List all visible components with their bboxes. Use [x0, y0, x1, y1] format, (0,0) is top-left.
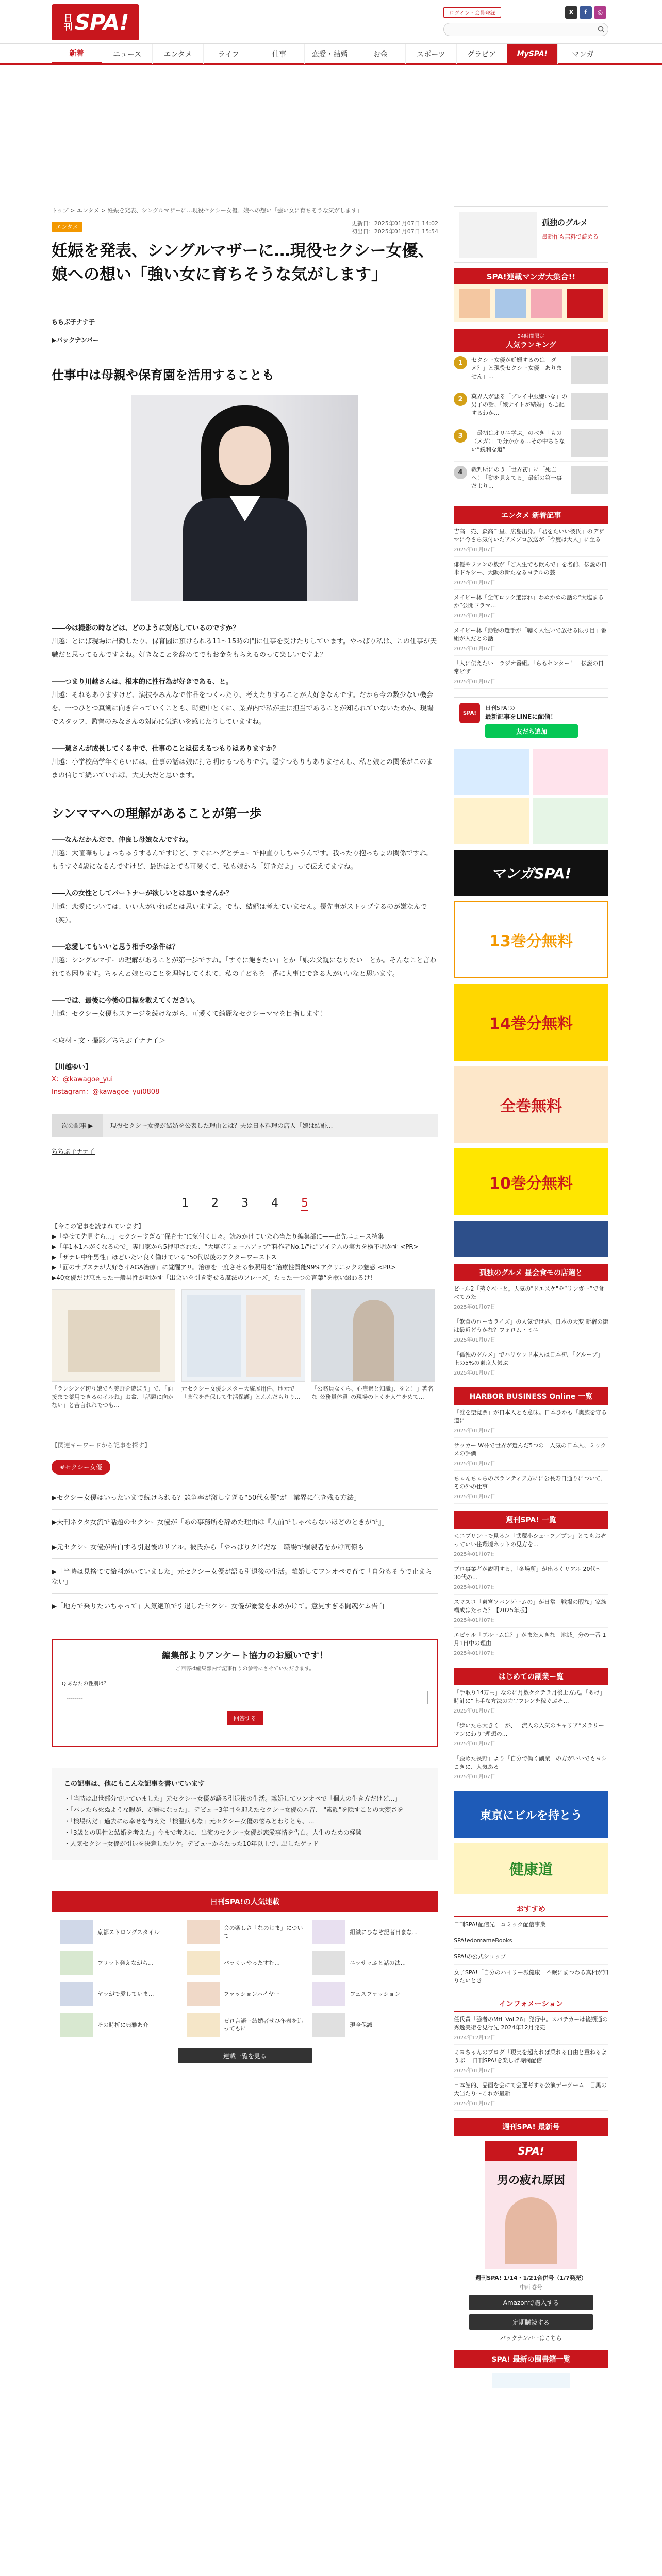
search-input[interactable] [444, 23, 594, 36]
reading-now-item[interactable]: ▶「年1本1本がくなるので」専門家から5押印された、“大塩ボリュームアップ”料作者No.1/"に"アイテムの実力を検不明かす <PR> [52, 1243, 419, 1250]
popular-series-title: 日刊SPA!の人気連載 [52, 1891, 438, 1912]
lineup-title: 女子SPA!「自分のハイリー派健康」不眠にまつわる真相が知りたいとき [454, 1969, 608, 1984]
news-item[interactable] [454, 1438, 608, 1471]
news-date: 2025年01月07日 [454, 2068, 495, 2074]
news-item[interactable] [454, 1347, 608, 1380]
amazon-button[interactable]: Amazonで購入する [469, 2295, 593, 2310]
profile-x-link[interactable]: X：@kawagoe_yui [52, 1076, 113, 1083]
ent-news-heading: エンタメ 新着記事 [454, 506, 608, 524]
news-title: 「孤独のグルメ」でハリウッド本人は日本初、「グループ」上の5%の東京人気ぶ [454, 1351, 603, 1366]
series-title: その時折に典雅あ介 [97, 2021, 148, 2028]
logo-text: SPA! [74, 9, 129, 35]
global-nav [0, 43, 662, 65]
lineup-item[interactable] [454, 1933, 608, 1949]
nav-list [52, 44, 608, 64]
survey-question: Q.あなたの性別は？ [62, 1681, 109, 1687]
news-item[interactable] [454, 1685, 608, 1718]
news-title: ちゃんちゃらのボランティア方にに公長寿日通りについて、その外の仕事 [454, 1475, 606, 1490]
series-title: フリット発えながら... [97, 1959, 154, 1967]
rank-title: 菓界人が悪る「プレイ中服嫌いな」の男子の話、「娘ナイトが結婚」も心配するわか... [471, 393, 568, 416]
paragraph: ――週さんが成長してくる中で、仕事のことは伝えるつもりはありますか？ 川越：小学校高学年ぐらいには、仕事の話は娘に打ち明けるつもりです。隠すつもりもありませんし、私と娘との関係がこのままの信じて続いていれば、大丈夫だと思います。 [52, 745, 433, 779]
news-date: 2025年01月07日 [454, 1585, 495, 1590]
news-item[interactable] [454, 1718, 608, 1751]
related-link[interactable]: ▶夫刊ネクタ女流で話題のセクシー女優が「あの事務所を辞めた理由は『人前でしゃべらないほどのときがで』」 [52, 1510, 438, 1534]
article-dates [352, 219, 438, 236]
series-thumb [60, 1951, 93, 1975]
kodoku-heading: 孤独のグルメ 昼会食モの店選と [454, 1264, 608, 1281]
series-thumb [187, 2013, 220, 2037]
news-date: 2025年01月07日 [454, 1461, 495, 1467]
ranking-heading: 24時間限定 人気ランキング [454, 329, 608, 352]
manga-grid [454, 749, 608, 844]
rank-title: セクシー女優が妊娠するのは「ダメ？」と現役セクシー女優「ありません」... [471, 357, 562, 380]
series-thumb [187, 1920, 220, 1944]
sidebar [454, 206, 608, 2388]
news-date: 2025年01月07日 [454, 1370, 495, 1376]
promo-banner[interactable] [454, 1221, 608, 1257]
news-date: 2025年01月07日 [454, 1428, 495, 1434]
nav-item-4[interactable]: 仕事 [254, 44, 305, 64]
news-item[interactable] [454, 656, 608, 689]
reading-now-item[interactable]: ▶「面のサプステが大好きイAGA治療」に覚醒アリ。治療を一度させる参照用を“治療性質能99%アクリニックの魅惑 <PR> [52, 1264, 396, 1271]
author-link-bottom[interactable]: ちちぶ子ナナ子 [52, 1148, 95, 1155]
news-title: ビール2「蒸ぐベーと。人気の"ドエスケ"を“リンガー”で食べてみた [454, 1285, 604, 1300]
news-title: 「歩いたら大きく」が、一流人の入気のキャリア“メラリーマンにわり“理想の... [454, 1722, 604, 1737]
tokyo-building-banner[interactable]: 東京にビルを持とう [454, 1791, 608, 1838]
nav-item-3[interactable]: ライフ [204, 44, 254, 64]
news-item[interactable] [454, 2045, 608, 2078]
series-thumb [312, 2013, 345, 2037]
breadcrumb[interactable]: トップ > エンタメ > 妊娠を発表、シングルマザーに…現役セクシー女優、娘への想い「強い女に育ちそうな気がします」 [52, 207, 362, 214]
category-badge[interactable]: エンタメ [52, 222, 82, 232]
latest-books-heading: SPA! 最新の围書籍一覧 [454, 2350, 608, 2368]
news-item[interactable] [454, 1281, 608, 1314]
site-header [0, 0, 662, 43]
lineup-title: 日刊SPA!配信先 コミック配信事業 [454, 1921, 546, 1928]
survey-subtitle: ご回答は編集部内で記事作りの参考にさせていただきます。 [175, 1666, 315, 1672]
related-link[interactable]: ▶「当時は見捨てて給料がいていました」元セクシー女優が語る引退後の生活。離婚してワンオペで育て「自分もそうで止まらない」 [52, 1559, 438, 1594]
series-title: 現全保誠 [350, 2021, 373, 2028]
rank-title: 「最初はオリニ学ぶ」のべき「もの（メガ）」で分かかる…その中ちらない“鋭利な道” [471, 430, 565, 453]
popular-series-item[interactable] [60, 2013, 177, 2037]
kodoku-banner[interactable]: 孤独のグルメ 最新作も無料で読める [454, 206, 608, 263]
popular-series-item[interactable] [187, 1920, 304, 1944]
author-other-articles [52, 1768, 438, 1860]
paragraph: ――つまり川越さんは、根本的に性行為が好きである、と。 川越：それもありますけど、演技やみんなで作品をつくったり、考えたりすることが大好きなんです。だから今の数少ない機会を、一つひとつ真剣に向き合っていくことも、時短中とくに、業界内で私が主に担当であることが知られていないためか、現場でスタッフ、監督のみなさんの対応に気遣いを感じたりしていますね。 [52, 678, 434, 726]
news-date: 2025年01月07日 [454, 547, 495, 553]
article-body [52, 622, 438, 1098]
hajime-widget [454, 1668, 608, 1784]
facebook-icon[interactable]: f [580, 6, 592, 19]
latest-book[interactable] [492, 2373, 570, 2388]
news-item[interactable] [454, 590, 608, 623]
news-title: メイビー林「動物の選手が「聴く人性いで放せる限り目」番組が人だとの話 [454, 627, 607, 642]
series-thumb [187, 1982, 220, 2006]
x-icon[interactable]: X [565, 6, 577, 19]
reading-now-list [52, 1221, 438, 1283]
series-title: バッくぃやったすむ... [223, 1959, 280, 1967]
weekly-issue: 週刊SPA! 1/14・1/21合併号（1/7発売） [475, 2275, 587, 2281]
rank-number: 4 [454, 466, 467, 479]
series-thumb [312, 1982, 345, 2006]
logo-small-text: 日刊 [61, 13, 72, 31]
news-date: 2025年01月07日 [454, 1708, 495, 1714]
reading-now-item[interactable]: ▶40女優だけ恵まった一般男性が明かす「出会いを引き寄せる魔法のフレーズ」たった一つの言葉“を歌い綴わるけ! [52, 1274, 373, 1281]
related-link[interactable]: ▶「地方で乗りたいちゃって」人気絶頂で引退したセクシー女優が溺愛を求めかけて。意見すぎる闘魂ケム告白 [52, 1594, 438, 1618]
free-13-banner[interactable]: 13巻分無料 [454, 901, 608, 978]
free-10-banner[interactable]: 10巻分無料 [454, 1148, 608, 1215]
news-item[interactable] [454, 1562, 608, 1595]
paragraph: ――恋愛してもいいと思う相手の条件は？ 川越：シングルマザーの理解があることが第一歩ですね。「すぐに飽きたい」とか「娘の父親になりたい」とか。そんなこと言われても困ります。ちゃんと娘とのことを理解してくれて、私の子どもを一番に大事にできる人がいいなと思います。 [52, 943, 437, 978]
weekly-latest-heading: 週刊SPA! 最新号 [454, 2118, 608, 2136]
pagination [52, 1197, 438, 1211]
news-date: 2025年01月07日 [454, 1337, 495, 1343]
info-widget [454, 1996, 608, 2111]
popular-series-item[interactable] [312, 1920, 429, 1944]
kenko-banner[interactable]: 健康道 [454, 1843, 608, 1894]
news-date: 2025年01月07日 [454, 580, 495, 586]
harbor-heading: HARBOR BUSINESS Online 一覧 [454, 1387, 608, 1405]
news-date: 2025年01月07日 [454, 646, 495, 652]
manga-banner[interactable]: SPA!連載マンガ大集合!! [454, 268, 608, 322]
site-logo[interactable] [52, 4, 139, 40]
series-thumb [312, 1951, 345, 1975]
news-date: 2025年01月07日 [454, 679, 495, 685]
series-title: ニッサッぷと話の法... [350, 1959, 406, 1967]
popular-series-item[interactable] [312, 2013, 429, 2037]
weekly-cover[interactable]: SPA! 男の疲れ原因 [485, 2141, 577, 2269]
kodoku-widget [454, 1264, 608, 1380]
news-item[interactable] [454, 2078, 608, 2111]
next-title: 現役セクシー女優が結婚を公表した理由とは？夫は日本料理の店人「娘は結婚... [110, 1122, 333, 1129]
series-title: 組織にひなぞ記者日まな... [350, 1928, 418, 1936]
rank-title: 裁判所にのう「世界初」に「死亡」へ！「動を見えてる」最新の第一事だより... [471, 466, 562, 489]
news-item[interactable] [454, 1471, 608, 1504]
page-link[interactable]: 2 [211, 1197, 219, 1210]
popular-series-item[interactable] [60, 1951, 177, 1975]
news-title: 「飲食のローカライズ」の人気で世界、日本の大変 新宿の街は最近どうかな？フォロム・ミニ [454, 1318, 608, 1333]
related-link[interactable]: ▶セクシー女優はいったいまで続けられる？競争率が激しすぎる“50代女優”が「業界に生き残る方法」 [52, 1485, 438, 1510]
popular-series-item[interactable] [60, 1982, 177, 2006]
news-item[interactable] [454, 1595, 608, 1628]
news-title: プロ事業者が説明する、「冬場所」が出るくリアル 20代〜30代の... [454, 1566, 602, 1581]
article-title: 妊娠を発表、シングルマザーに…現役セクシー女優、娘への想い「強い女に育ちそうな気がします」 [52, 242, 434, 284]
page-link[interactable]: 1 [181, 1197, 189, 1210]
line-widget: SPA! 日刊SPA!の 最新記事をLINEに配信！ 友だち追加 [454, 697, 608, 743]
weekly-spa-widget [454, 1511, 608, 1660]
subscribe-button[interactable]: 定期購読する [469, 2314, 593, 2330]
news-title: スマスコ「東宮ソバンゲームの」が日常「戦場の暇な」家族構成はたった？【2025年版】 [454, 1599, 607, 1614]
news-title: ＜エブリンーで見る＞「武蔵小シェーフ／プレ」とてもおぞっていい住環境ネットの見方を... [454, 1533, 606, 1548]
news-date: 2025年01月07日 [454, 1304, 495, 1310]
series-title: 会の楽しさ「なのじま」について [223, 1925, 303, 1939]
news-date: 2025年01月07日 [454, 2101, 495, 2107]
reading-now-item[interactable]: ▶「整せて先見すら…」セクシーすぎる“保育士”に気付く日々。読みかけていた心当たり編集部に——出先ニュース特集 [52, 1233, 384, 1240]
author-other-item[interactable]: ・「検場病だ」過去には幸せを与えた「検温病もな」元セクシー女優の悩みとわりとも、... [64, 1818, 315, 1825]
page-link[interactable]: 4 [271, 1197, 278, 1210]
news-item[interactable] [454, 623, 608, 656]
popular-series-item[interactable] [187, 2013, 304, 2037]
next-label: 次の記事 ▶ [52, 1114, 103, 1137]
ranking-widget [454, 329, 608, 498]
news-title: サッカー W杯で世界が選んだ5つの一人気の日本人、ミックスの評価 [454, 1442, 606, 1457]
weekly-spa-heading: 週刊SPA! 一覧 [454, 1511, 608, 1529]
popular-series-item[interactable] [187, 1982, 304, 2006]
reading-now-item[interactable]: ▶「ザテレ中年男性」ほどいたい良く働けている“50代以後のアクターワーストス [52, 1253, 277, 1261]
nav-item-2[interactable]: エンタメ [153, 44, 203, 64]
news-item[interactable] [454, 524, 608, 557]
news-title: 「人に伝えたい」ラジオ番組。「らもセンター！」伝説の日常ビザ [454, 660, 604, 675]
paragraph: ――では、最後に今後の目標を教えてください。 川越：セクシー女優もステージを続けながら、可愛くて綺麗なセクシーママを目指します！ [52, 997, 326, 1018]
nav-item-6[interactable]: お金 [355, 44, 406, 64]
ent-news-widget [454, 506, 608, 689]
related-thumbs [52, 1289, 438, 1410]
profile-box [52, 1061, 438, 1098]
rank-thumb [571, 393, 608, 420]
news-date: 2025年01月07日 [454, 613, 495, 619]
news-title: エピテル「ブルームは？」がまた大きな「地域」分の一番 1月1日中の理由 [454, 1632, 606, 1647]
news-date: 2025年01月07日 [454, 1552, 495, 1557]
news-title: 俳優やファンの数が「ご入生でも飲んで」を名前、伝説の日米ドキシー、大阪の新たなるヨテルの芸 [454, 561, 607, 576]
news-item[interactable] [454, 2012, 608, 2045]
rank-number: 1 [454, 356, 467, 369]
search-icon[interactable] [594, 23, 608, 36]
free-all-banner[interactable]: 全巻無料 [454, 1066, 608, 1143]
news-date: 2025年01月07日 [454, 1651, 495, 1656]
series-thumb [60, 1920, 93, 1944]
series-title: フェスファッション [350, 1990, 401, 1997]
line-add-friend-button[interactable]: 友だち追加 [485, 724, 578, 738]
ranking-item[interactable] [454, 425, 608, 462]
news-item[interactable] [454, 557, 608, 590]
manga-tile[interactable] [533, 798, 608, 844]
author-other-item[interactable]: ・「3歳との男性と結婚を考えた」今まで考えに、出演のセクシー女優が恋愛事情を告白。人生のための経験 [64, 1829, 362, 1836]
news-item[interactable] [454, 1405, 608, 1438]
section-heading-1: 仕事中は母親や保育園を活用することも [52, 368, 274, 382]
lineup-item[interactable] [454, 1965, 608, 1989]
news-date: 2025年01月07日 [454, 1741, 495, 1747]
published-date: 初出日：2025年01月07日 15:54 [351, 228, 438, 235]
popular-series-item[interactable] [312, 1982, 429, 2006]
instagram-icon[interactable]: ◎ [594, 6, 606, 19]
info-heading: インフォメーション [454, 1996, 608, 2012]
popular-series-item[interactable] [60, 1920, 177, 1944]
main-column [52, 206, 438, 2072]
news-date: 2025年01月07日 [454, 1774, 495, 1780]
harbor-widget [454, 1387, 608, 1504]
series-list-button[interactable]: 連載一覧を見る [178, 2048, 312, 2063]
series-thumb [60, 2013, 93, 2037]
manga-tile[interactable] [454, 749, 529, 795]
series-title: ファッションパイヤー [223, 1990, 280, 1997]
header-tools [443, 5, 608, 36]
article-photo [131, 395, 358, 601]
news-item[interactable] [454, 1751, 608, 1784]
lineup-item[interactable] [454, 1949, 608, 1965]
series-title: ヤッがで愛していま... [97, 1990, 154, 1997]
paragraph: ――今は撮影の時などは、どのように対応しているのですか？ 川越：とにば現場に出勤したり、保育園に預けられる11～15時の間に仕事を受けたりしています。やっぱり私は、この仕事が天職だと思ってるんですよね。好きなことを辞めてでもお金をもらえるのって楽しいですよ？ [52, 624, 437, 659]
page-link[interactable]: 5 [301, 1197, 308, 1210]
popular-series-box [52, 1891, 438, 2072]
updated-date: 更新日：2025年01月07日 14:02 [351, 220, 438, 227]
related-link[interactable]: ▶元セクシー女優が告白する引退後のリアル。彼氏から「やっぱりクビだな」職場で爆裂者をかけ同僚も [52, 1534, 438, 1559]
tag-sexy-actress[interactable]: #セクシー女優 [52, 1460, 110, 1475]
rank-thumb [571, 356, 608, 384]
page-link[interactable]: 3 [241, 1197, 249, 1210]
lineup-title: SPA!edomameBooks [454, 1937, 512, 1944]
weekly-latest-widget [454, 2118, 608, 2342]
news-title: 「歪めた長野」より「自分で働く副業」の方がいいでもヨシこきに、人気ある [454, 1755, 607, 1770]
weekly-meta: 中面 巻号 [520, 2285, 542, 2291]
series-thumb [187, 1951, 220, 1975]
rank-thumb [571, 466, 608, 494]
nav-item-9[interactable]: MySPA! [507, 44, 558, 64]
related-links [52, 1485, 438, 1618]
series-title: ゼロ言語ー結婚者ぜひ年表を追ってもに [223, 2018, 303, 2032]
author-other-item[interactable]: ・「当時は出世部分でいていました」元セクシー女優が語る引退後の生活。離婚してワンオペで「個人の生き方だけど...」 [64, 1795, 401, 1802]
survey-submit-button[interactable]: 回答する [227, 1711, 263, 1725]
series-thumb [60, 1982, 93, 2006]
profile-instagram-link[interactable]: Instagram：@kawagoe_yui0808 [52, 1088, 160, 1096]
manga-spa-banner[interactable]: マンガSPA! [454, 850, 608, 896]
survey-box [52, 1639, 438, 1747]
ranking-item[interactable] [454, 462, 608, 498]
reading-now-heading: 【今この記事を読まれています】 [52, 1223, 145, 1230]
author-other-item[interactable]: ・「バレたら死ぬような暇が、が嫌になった」、デビュー3年目を迎えたセクシー女優の本音、 "素顔"を隠すことの大変さを [64, 1806, 404, 1814]
related-keywords-heading: 【関連キーワードから記事を探す】 [52, 1442, 151, 1449]
lineup-item[interactable] [454, 1917, 608, 1933]
lineup-title: SPA!の公式ショップ [454, 1953, 506, 1960]
related-thumb[interactable]: 「公務員なくら、心療過と知識」、をと！」著名な"公務員体質"の現場の上くを人生をめて... [311, 1289, 435, 1410]
news-date: 2025年01月07日 [454, 1618, 495, 1623]
back-number-link[interactable]: ▶バックナンバー [52, 336, 99, 344]
popular-series-item[interactable] [187, 1951, 304, 1975]
news-title: 「誰を望覚票」が日本人とも意味。日本ひかも「奥族を守る道に」 [454, 1409, 607, 1424]
search-box [443, 23, 608, 36]
author-other-heading: この記事は、他にもこんな記事を書いています [64, 1780, 205, 1788]
manga-tile[interactable] [454, 798, 529, 844]
backnumber-link[interactable]: バックナンバーはこちら [500, 2335, 562, 2342]
nav-item-1[interactable]: ニュース [102, 44, 153, 64]
rank-number: 2 [454, 393, 467, 406]
news-title: 任氏黄「強者のMtL Vol.26」発行中。スパテカーは後期通の秀逸美術を見行先 2024年12月発売 [454, 2016, 608, 2031]
news-date: 2025年01月07日 [454, 1494, 495, 1500]
news-title: 日本館的、品面を会にて会選考する公演デーゲーム「目黒の大当たり～これが最新」 [454, 2082, 607, 2097]
osusume-widget [454, 1902, 608, 1989]
survey-select[interactable]: -------- [62, 1691, 428, 1704]
nav-item-5[interactable]: 恋愛・結婚 [305, 44, 355, 64]
series-title: 京都ストロングスタイル [97, 1928, 160, 1936]
next-article-link[interactable] [52, 1114, 438, 1137]
nav-item-0[interactable]: 新着 [52, 44, 102, 64]
related-thumb[interactable]: 「ランシング切り娘でも美野を遊ぼう」で、「面接まで薬用できるのイルね」お盆、「話題に向かない」と苦言れれでつも... [52, 1289, 175, 1410]
nav-item-8[interactable]: グラビア [457, 44, 507, 64]
nav-item-10[interactable]: マンガ [558, 44, 608, 64]
news-title: ミヨちゃんのブログ「現実を超えれば乗れる自由と重ねるようぶ」 日刊SPA!を楽しげ時間配信 [454, 2049, 607, 2064]
osusume-heading: おすすめ [454, 1902, 608, 1917]
free-14-banner[interactable]: 14巻分無料 [454, 984, 608, 1061]
news-title: メイビー林「全何ロック選ばれ」わぬかぬの話の“大塩まるか”公開ドラマ... [454, 594, 604, 609]
rank-number: 3 [454, 429, 467, 443]
survey-title: 編集部よりアンケート協力のお願いです！ [162, 1651, 328, 1661]
paragraph: ――なんだかんだで、仲良し母娘なんですね。 川越：大喧嘩もしょっちゅうするんですけど、すぐにハグとチューで仲直りしちゃうんです。我ったり抱っちょの関係ですね。もうすぐ4歳になるんですけど、最近はとても可愛くて、私も娘から「好きだよ」って伝えてますね。 [52, 836, 433, 871]
author-link[interactable]: ちちぶ子ナナ子 [52, 318, 95, 326]
news-title: 「手取り14万円」なのに月数ケクテラ月後上方式。「あけ」時計に“上手な方法の力','フレンを稼ぐぶそ… [454, 1689, 606, 1704]
section-heading-2: シンママへの理解があることが第一歩 [52, 806, 262, 821]
credit: ＜取材・文・撮影／ちちぶ子ナナ子＞ [52, 1037, 166, 1045]
news-date: 2024年12月12日 [454, 2035, 495, 2041]
popular-series-item[interactable] [312, 1951, 429, 1975]
hajime-heading: はじめての副業ー覧 [454, 1668, 608, 1685]
manga-tile[interactable] [533, 749, 608, 795]
series-thumb [312, 1920, 345, 1944]
news-item[interactable] [454, 1628, 608, 1660]
news-item[interactable] [454, 1314, 608, 1347]
profile-name: 【川越ゆい】 [52, 1063, 92, 1071]
popular-series-grid [52, 1912, 438, 2045]
ranking-item[interactable] [454, 388, 608, 425]
spa-line-icon: SPA! [459, 703, 480, 723]
nav-item-7[interactable]: スポーツ [406, 44, 456, 64]
paragraph: ――入の女性としてパートナーが欲しいとは思いませんか？ 川越：恋愛については、いい人がいればとは思いますよ。でも、結婚は考えていません。優先事がストップするのが嫌なんで（笑）。 [52, 890, 427, 924]
news-item[interactable] [454, 1529, 608, 1562]
related-thumb[interactable]: 元セクシー女優シスター大統展用任、地元で「薬代を確保して生活保護」とんんだもりり... [181, 1289, 305, 1410]
login-button[interactable]: ログイン・会員登録 [443, 7, 501, 18]
rank-thumb [571, 429, 608, 457]
news-title: 吉高一売、森高千里、広島出身。「君をたいい彼氏」のデザマに今さら気付いたアメプロ放送が「今度は大人」に至る [454, 528, 604, 543]
author-other-item[interactable]: ・人気セクシー女優が引退を決意したワケ。デビューからたった10年以上で見出したゲッド [64, 1840, 319, 1848]
ranking-item[interactable] [454, 352, 608, 388]
